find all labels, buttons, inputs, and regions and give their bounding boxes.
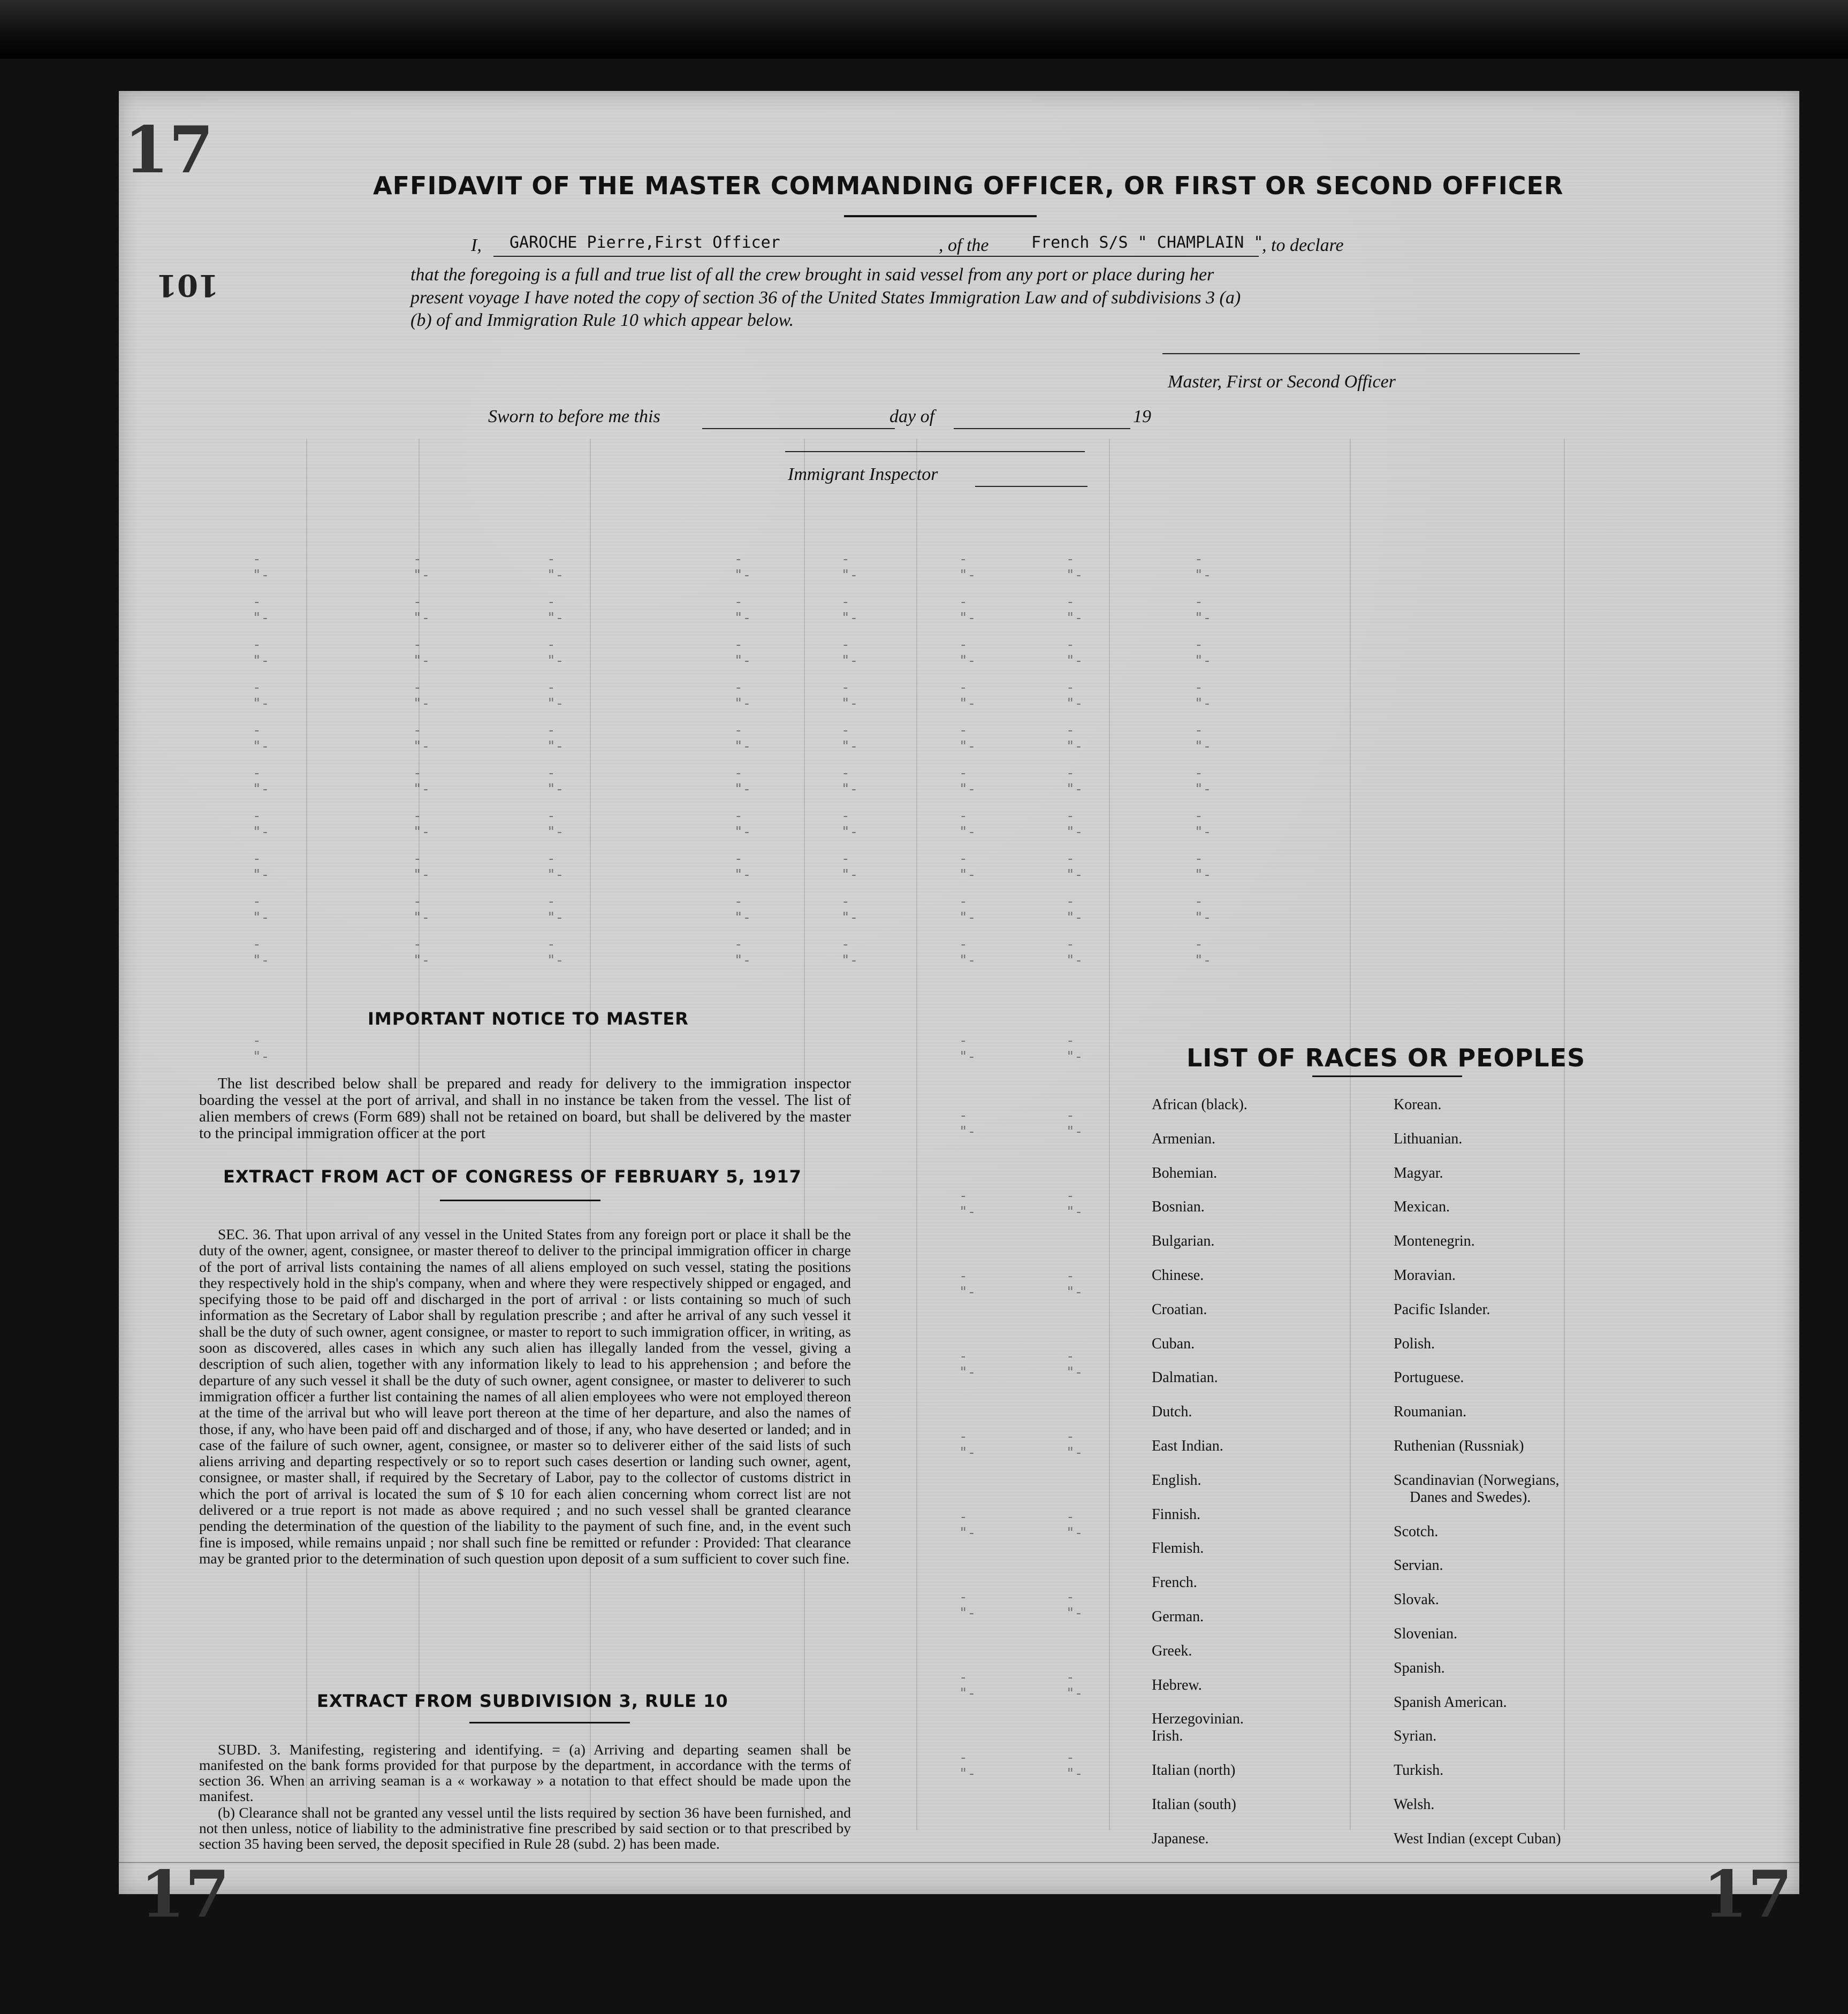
race-item: Bulgarian. <box>1152 1233 1215 1250</box>
rule-text-b: (b) Clearance shall not be granted any vessel until the lists required by section 36 have been furnished, and not then unless, notice of liability to the administrative fine prescribed by said section or to that prescribed by section 35 having been served, the deposit specified in Rule 28 (subd. 2) has been made. <box>199 1804 851 1852</box>
race-item: Cuban. <box>1152 1335 1195 1352</box>
day-of-text: day of <box>889 407 935 426</box>
race-item: West Indian (except Cuban) <box>1394 1830 1561 1847</box>
races-left-column <box>1152 1097 1248 1865</box>
bottom-right-margin-number: 17 <box>1703 1857 1792 1932</box>
top-left-margin-number: 17 <box>124 112 214 188</box>
race-item: Welsh. <box>1394 1796 1435 1813</box>
race-item: Scotch. <box>1394 1523 1439 1540</box>
race-item: Flemish. <box>1152 1540 1204 1557</box>
race-item: Polish. <box>1394 1335 1435 1352</box>
races-right-column <box>1394 1097 1561 1865</box>
race-item: Greek. <box>1152 1642 1192 1659</box>
vessel-field: French S/S " CHAMPLAIN " <box>1031 233 1264 252</box>
race-item: Chinese. <box>1152 1267 1204 1284</box>
race-item: Lithuanian. <box>1394 1130 1463 1147</box>
affidavit-line3: present voyage I have noted the copy of section 36 of the United States Immigration Law and of subdivisions 3 (a) <box>410 288 1241 308</box>
race-item: Bosnian. <box>1152 1199 1205 1216</box>
race-item: Dalmatian. <box>1152 1369 1218 1386</box>
race-item: Moravian. <box>1394 1267 1456 1284</box>
race-item: Magyar. <box>1394 1164 1443 1181</box>
race-item: Roumanian. <box>1394 1403 1467 1421</box>
race-item: Ruthenian (Russniak) <box>1394 1437 1524 1454</box>
race-item: Italian (north) <box>1152 1762 1236 1779</box>
race-item: Syrian. <box>1394 1728 1437 1745</box>
race-item: Hebrew. <box>1152 1676 1202 1693</box>
affidavit-line2: that the foregoing is a full and true list of all the crew brought in said vessel from any port or place during her <box>410 265 1214 285</box>
race-item: Irish. <box>1152 1728 1183 1745</box>
rule-text-a: SUBD. 3. Manifesting, registering and identifying. = (a) Arriving and departing seamen shall be manifested on the bank forms provided for that purpose by the department, in accordance with the terms of section 36. When an arriving seaman is a « workaway » a notation to that effect should be made upon the manifest. <box>199 1741 851 1804</box>
race-item: Turkish. <box>1394 1762 1444 1779</box>
sworn-text: Sworn to before me this <box>488 407 660 426</box>
race-item: Herzegovinian. <box>1152 1711 1244 1728</box>
notice-title: IMPORTANT NOTICE TO MASTER <box>368 1009 689 1029</box>
race-item: Japanese. <box>1152 1830 1209 1847</box>
race-item: Dutch. <box>1152 1403 1192 1421</box>
notice-text: The list described below shall be prepared and ready for delivery to the immigration inspector boarding the vessel at the port of arrival, and shall in no instance be taken from the vessel. The list of alien members of crews (Form 689) shall not be retained on board, but shall be delivered by the master to the principal immigration officer at the port <box>199 1075 851 1142</box>
race-item: Spanish American. <box>1394 1693 1507 1711</box>
race-item: Italian (south) <box>1152 1796 1236 1813</box>
act-text: SEC. 36. That upon arrival of any vessel in the United States from any foreign port or place it shall be the duty of the owner, agent, consignee, or master thereof to deliver to the principal immigration officer in charge of the port of arrival lists containing the names of all aliens employed on such vessel, stating the positions they respectively hold in the ship's company, when and where they were respectively shipped or engaged, and specifying those to be paid off and discharged in the port of arrival : or lists containing so much of such information as the Secretary of Labor shall by regulation prescribe ; and after he arrival of any such vessel it shall be the duty of such owner, agent consignee, or master to report to such immigration officer, in writing, as soon as discovered, alles cases in which any such alien has illegally landed from the vessel, giving a description of such alien, together with any information likely to lead to his apprehension ; and before the departure of any such vessel it shall be the duty of such owner, agent consignee, or master to deliverer to such immigration officer a further list containing the names of all alien employees who were not employed thereon at the time of the arrival but who will leave port thereon at the time of her departure, and also the names of those, if any, who have been paid off and discharged and of those, if any, who have deserted or landed; and in case of the failure of such owner, agent, consignee, or master so to deliverer either of the said lists of such aliens arriving and departing respectively or so to report such cases desertion or landing such owner, agent, consignee, or master shall, if required by the Secretary of Labor, pay to the collector of customs district in which the port of arrival is located the sum of $ 10 for each alien concerning whom correct list are not delivered or a true report is not made as above required ; and no such vessel shall be granted clearance pending the determination of the question of the liability to the payment of such fine, and, in the event such fine is imposed, while remains unpaid ; nor shall such fine be remitted or refunder : Provided: That clearance may be granted prior to the determination of such question upon deposit of a sum sufficient to cover such fine. <box>199 1226 851 1567</box>
race-item: East Indian. <box>1152 1437 1223 1454</box>
race-item: Slovenian. <box>1394 1625 1457 1642</box>
race-item: English. <box>1152 1471 1201 1489</box>
race-item: Pacific Islander. <box>1394 1301 1490 1318</box>
race-item: Mexican. <box>1394 1199 1450 1216</box>
race-item: French. <box>1152 1574 1197 1591</box>
document-sheet: 17 101 17 17 AFFIDAVIT OF THE MASTER COMMANDING OFFICER, OR FIRST OR SECOND OFFICER I, GAROCHE Pierre,First Officer , of the French S/S " CHAMPLAIN " , to declare that the foregoing is a full and true list of all the crew brought in said vessel from any port or place during her present voyage I have noted the copy of section 36 of the United States Immigration Law and of subdivisions 3 (a) (b) of and Immigration Rule 10 which appear below. Master, First or Second Officer Sworn to before me this day of 19 Immigrant Inspector -"- -"- -"- -"- -"- -"- -"- -"- -"- -"- -"- -"- -"- -"- -"- -"- -"- -"- -"- -"- -"- -"- -"- -"- -"- -"- -"- -"- -"- -"- -"- -"- -"- -"- -"- -"- -"- -"- -"- -"- -"- -"- -"- -"- -"- -"- -"- -"- -"- -"- -"- -"- -"- -"- -"- -"- -"- -"- -"- -"- -"- -"- -"- -"- -"- -"- -"- -"- -"- -"- -"- -"- -"- -"- -"- -"- -"- -"- -"- -"- -"- -"- -"- -"- -"- -"- -"- -"- -"- -"- -"- -"- -"- -"- -"- -"- -"- -"- -"- -"- -"- IMPORTANT NOTICE TO MASTER The list described below shall be prepared and ready for delivery to the immigration inspector boarding the vessel at the port of arrival, and shall in no instance be taken from the vessel. The list of alien members of crews (Form 689) shall not be retained on board, but shall be delivered by the master to the principal immigration officer at the port EXTRACT FROM ACT OF CONGRESS OF FEBRUARY 5, 1917 SEC. 36. That upon arrival of any vessel in the United States from any foreign port or place it shall be the duty of the owner, agent, consignee, or master thereof to deliver to the principal immigration officer in charge of the port of arrival lists containing the names of all aliens employed on such vessel, stating the positions they respectively hold in the ship's company, when and where they were respectively shipped or engaged, and specifying those to be paid off and discharged in the port of arrival : or lists containing so much of such information as the Secretary of Labor shall by regulation prescribe ; and after he arrival of any such vessel it shall be the duty of such owner, agent consignee, or master to report to such immigration officer, in writing, as soon as discovered, alles cases in which any such alien has illegally landed from the vessel, giving a description of such alien, together with any information likely to lead to his apprehension ; and before the departure of any such vessel it shall be the duty of such owner, agent consignee, or master to deliverer to such immigration officer a further list containing the names of all alien employees who were not employed thereon at the time of the arrival but who will leave port thereon at the time of her departure, and also the names of those, if any, who have been paid off and discharged and of those, if any, who have deserted or landed; and in case of the failure of such owner, agent, consignee, or master so to deliverer either of the said lists of such aliens arriving and departing respectively or so to report such cases desertion or landing such owner, agent, consignee, or master shall, if required by the Secretary of Labor, pay to the collector of customs district in which the port of arrival is located the sum of $ 10 for each alien concerning whom correct list are not delivered or a true report is not made as above required ; and no such vessel shall be granted clearance pending the determination of the question of the liability to the payment of such fine, and, in the event such fine is imposed, while remains unpaid ; nor shall such fine be remitted or refunder : Provided: That clearance may be granted prior to the determination of such question upon deposit of a sum sufficient to cover such fine. EXTRACT FROM SUBDIVISION 3, RULE 10 SUBD. 3. Manifesting, registering and identifying. = (a) Arriving and departing seamen shall be manifested on the bank forms provided for that purpose by the department, in accordance with the terms of section 36. When an arriving seaman is a « workaway » a notation to that effect should be made upon the manifest. (b) Clearance shall not be granted any vessel until the lists required by section 36 have been furnished, and not then unless, notice of liability to the administrative fine prescribed by said section or to that prescribed by section 35 having been served, the deposit specified in Rule 28 (subd. 2) has been made. LIST OF RACES OR PEOPLES African (black). Armenian. Bohemian. Bosnian. Bulgarian. Chinese. Croatian. Cuban. Dalmatian. Dutch. East Indian. English. Finnish. Flemish. French. German. Greek. Hebrew. Herzegovinian. Irish. Italian (north) Italian (south) Japanese. Korean. Lithuanian. Magyar. Mexican. Montenegrin. Moravian. Pacific Islander. Polish. Portuguese. Roumanian. Ruthenian (Russniak) Scandinavian (Norwegians, Danes and Swedes). Scotch. Servian. Slovak. Slovenian. Spanish. Spanish American. Syrian. Turkish. Welsh. West Indian (except Cuban) <box>119 91 1799 1894</box>
affidavit-i: I, <box>471 235 482 255</box>
race-item: Finnish. <box>1152 1506 1201 1523</box>
officer-name-field: GAROCHE Pierre,First Officer <box>509 233 780 252</box>
act-title: EXTRACT FROM ACT OF CONGRESS OF FEBRUARY 5, 1917 <box>223 1166 802 1187</box>
race-item: Spanish. <box>1394 1659 1445 1676</box>
affidavit-to-declare: , to declare <box>1262 235 1344 255</box>
affidavit-of-the: , of the <box>939 235 989 255</box>
race-item: Scandinavian (Norwegians, <box>1394 1471 1560 1489</box>
race-item: Servian. <box>1394 1557 1443 1574</box>
race-item: Danes and Swedes). <box>1410 1489 1531 1506</box>
race-item: Slovak. <box>1394 1591 1439 1608</box>
year-text: 19 <box>1133 407 1151 426</box>
race-item: German. <box>1152 1608 1204 1625</box>
affidavit-title: AFFIDAVIT OF THE MASTER COMMANDING OFFICER, OR FIRST OR SECOND OFFICER <box>373 171 1564 200</box>
affidavit-line4: (b) of and Immigration Rule 10 which appear below. <box>410 310 794 330</box>
races-title: LIST OF RACES OR PEOPLES <box>1187 1043 1586 1072</box>
side-margin-number: 101 <box>156 268 219 303</box>
bottom-left-margin-number: 17 <box>140 1857 230 1932</box>
inspector-label: Immigrant Inspector <box>788 464 938 484</box>
scanner-top-edge <box>0 0 1848 59</box>
signature-role: Master, First or Second Officer <box>1168 372 1396 392</box>
race-item: Portuguese. <box>1394 1369 1464 1386</box>
race-item: Korean. <box>1394 1096 1442 1113</box>
race-item: African (black). <box>1152 1096 1248 1113</box>
race-item: Croatian. <box>1152 1301 1207 1318</box>
race-item: Armenian. <box>1152 1130 1215 1147</box>
race-item: Bohemian. <box>1152 1164 1218 1181</box>
rule-title: EXTRACT FROM SUBDIVISION 3, RULE 10 <box>317 1691 728 1711</box>
race-item: Montenegrin. <box>1394 1233 1475 1250</box>
